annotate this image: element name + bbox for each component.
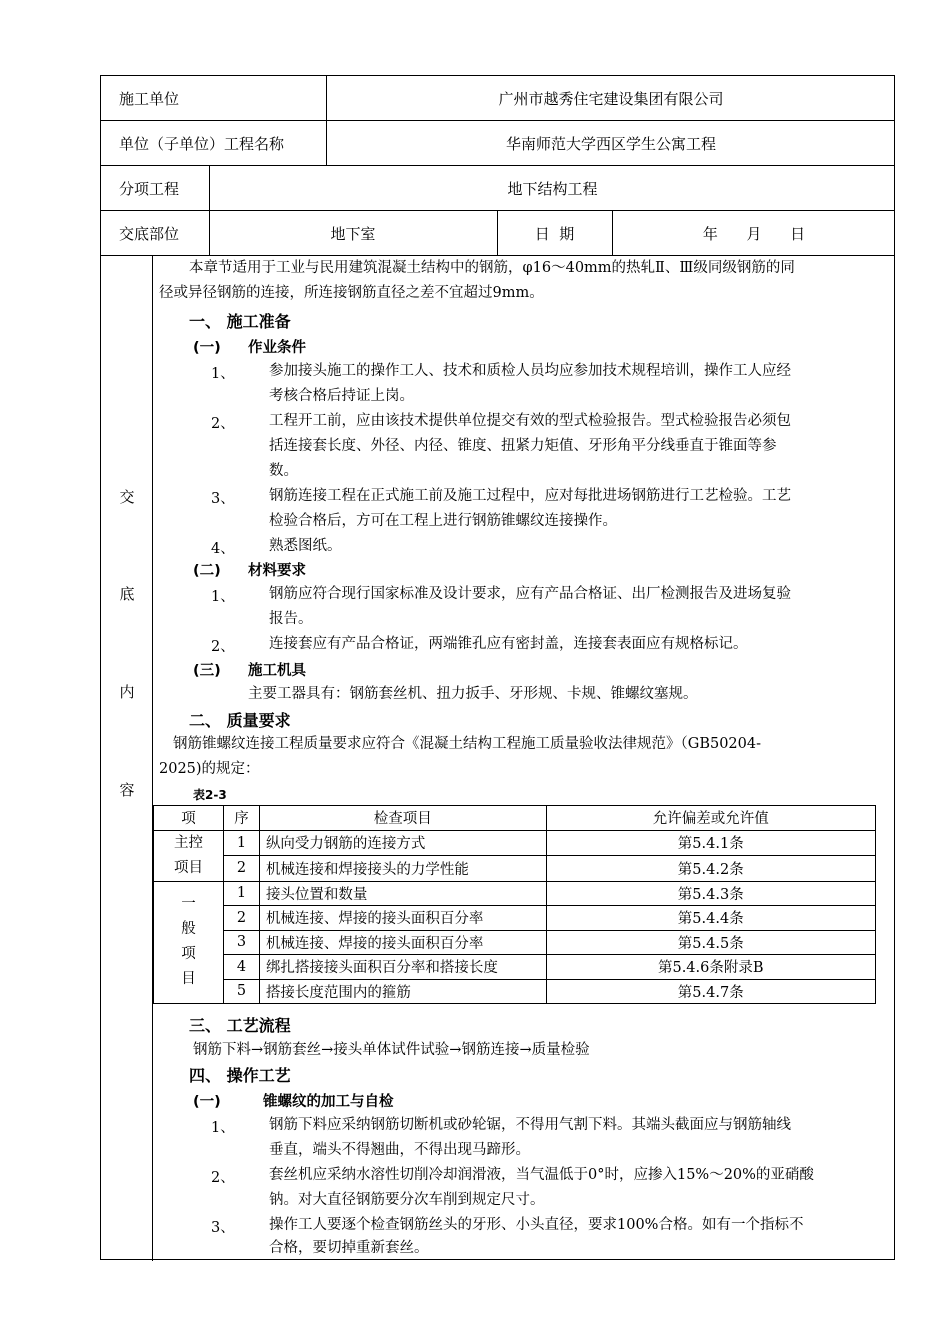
row-item: 接头位置和数量: [259, 881, 546, 906]
item-line: 括连接套长度、外径、内径、锥度、扭紧力矩值、牙形角平分线垂直于锥面等参: [269, 438, 777, 454]
item-num: 3、: [211, 1220, 235, 1236]
item-num: 2、: [211, 1170, 235, 1186]
unit-label: 施工单位: [119, 89, 180, 108]
item-line: 钢筋应符合现行国家标准及设计要求，应有产品合格证、出厂检测报告及进场复验: [269, 586, 791, 602]
row-item: 纵向受力钢筋的连接方式: [259, 830, 546, 856]
unit-value: 广州市越秀住宅建设集团有限公司: [498, 89, 724, 108]
quality-line: 钢筋锥螺纹连接工程质量要求应符合《混凝土结构工程施工质量验收法律规范》（GB50204-: [173, 736, 762, 752]
item-line: 参加接头施工的操作工人、技术和质检人员均应参加技术规程培训，操作工人应经: [269, 363, 791, 379]
item-line: 合格，要切掉重新套丝。: [269, 1240, 429, 1256]
sub-value: 地下结构工程: [507, 179, 598, 198]
intro-line: 本章节适用于工业与民用建筑混凝土结构中的钢筋，φ16～40mm的热轧Ⅱ、Ⅲ级同级钢筋的同: [189, 260, 795, 276]
subsection-num: (二): [193, 563, 221, 579]
item-line: 套丝机应采纳水溶性切削冷却润滑液，当气温低于0°时，应掺入15%～20%的亚硝酸: [269, 1167, 814, 1183]
row-value: 第5.4.4条: [546, 906, 876, 931]
table-header-row: [154, 806, 876, 831]
flow-line: 钢筋下料→钢筋套丝→接头单体试件试验→钢筋连接→质量检验: [193, 1042, 590, 1058]
item-num: 4、: [211, 541, 235, 557]
item-line: 考核合格后持证上岗。: [269, 388, 414, 404]
row-seq: 1: [223, 881, 259, 906]
group-general: 一般项目: [154, 881, 224, 1004]
row-seq: 5: [223, 979, 259, 1004]
item-line: 操作工人要逐个检查钢筋丝头的牙形、小头直径，要求100%合格。如有一个指标不: [269, 1217, 804, 1233]
date-value: 年 月 日: [702, 224, 806, 243]
row-seq: 2: [223, 906, 259, 931]
row-seq: 2: [223, 856, 259, 882]
side-char: 内: [119, 683, 135, 701]
row-value: 第5.4.1条: [546, 830, 876, 856]
section-title: 三、 工艺流程: [189, 1016, 291, 1035]
table-row: [154, 856, 876, 882]
tools-line: 主要工器具有：钢筋套丝机、扭力扳手、牙形规、卡规、锥螺纹塞规。: [248, 686, 698, 702]
part-value: 地下室: [330, 224, 376, 243]
side-char: 容: [119, 781, 135, 799]
row-value: 第5.4.5条: [546, 930, 876, 955]
date-label: 日 期: [534, 224, 575, 243]
table-row: [154, 830, 876, 856]
content-area: [153, 256, 895, 1261]
col-header: 允许偏差或允许值: [546, 806, 876, 831]
table-row: [154, 881, 876, 906]
subsection-num: (一): [193, 340, 221, 356]
row-value: 第5.4.3条: [546, 881, 876, 906]
table-row: [154, 906, 876, 931]
table-row: [154, 955, 876, 980]
item-line: 报告。: [269, 611, 313, 627]
subsection-title: 锥螺纹的加工与自检: [263, 1094, 394, 1110]
side-char: 交: [119, 488, 135, 506]
item-line: 工程开工前，应由该技术提供单位提交有效的型式检验报告。型式检验报告必须包: [269, 413, 791, 429]
col-header: 序: [223, 806, 259, 831]
sub-label: 分项工程: [119, 179, 180, 198]
project-label: 单位（子单位）工程名称: [119, 134, 285, 153]
item-num: 1、: [211, 366, 235, 382]
item-num: 1、: [211, 1120, 235, 1136]
item-line: 连接套应有产品合格证，两端锥孔应有密封盖，连接套表面应有规格标记。: [269, 636, 748, 652]
item-num: 3、: [211, 491, 235, 507]
side-char: 底: [119, 585, 135, 603]
col-header: 项: [154, 806, 224, 831]
header-row-unit: [101, 76, 894, 121]
header-row-part: [101, 211, 894, 256]
section-title: 四、 操作工艺: [189, 1066, 291, 1085]
table-row: [154, 930, 876, 955]
disclosure-form: [100, 75, 895, 1260]
row-item: 机械连接、焊接的接头面积百分率: [259, 906, 546, 931]
item-num: 2、: [211, 639, 235, 655]
item-num: 2、: [211, 416, 235, 432]
quality-table: [153, 805, 876, 1004]
item-line: 数。: [269, 463, 298, 479]
row-seq: 3: [223, 930, 259, 955]
item-line: 钢筋下料应采纳钢筋切断机或砂轮锯，不得用气割下料。其端头截面应与钢筋轴线: [269, 1117, 791, 1133]
row-item: 绑扎搭接接头面积百分率和搭接长度: [259, 955, 546, 980]
item-num: 1、: [211, 589, 235, 605]
header-row-project: [101, 121, 894, 166]
row-seq: 4: [223, 955, 259, 980]
row-value: 第5.4.7条: [546, 979, 876, 1004]
table-caption: 表2-3: [193, 788, 227, 802]
subsection-num: (一): [193, 1094, 221, 1110]
subsection-title: 材料要求: [248, 563, 306, 579]
subsection-num: (三): [193, 663, 221, 679]
intro-line: 径或异径钢筋的连接，所连接钢筋直径之差不宜超过9mm。: [159, 285, 544, 301]
header-row-sub: [101, 166, 894, 211]
row-seq: 1: [223, 830, 259, 856]
project-value: 华南师范大学西区学生公寓工程: [505, 134, 716, 153]
item-line: 垂直，端头不得翘曲，不得出现马蹄形。: [269, 1142, 530, 1158]
part-label: 交底部位: [119, 224, 180, 243]
subsection-title: 作业条件: [248, 340, 306, 356]
section-title: 二、 质量要求: [189, 711, 291, 730]
quality-line: 2025)的规定：: [159, 761, 260, 777]
row-item: 搭接长度范围内的箍筋: [259, 979, 546, 1004]
section-title: 一、 施工准备: [189, 312, 291, 331]
col-header: 检查项目: [259, 806, 546, 831]
content-side-label: [101, 256, 153, 1261]
row-item: 机械连接、焊接的接头面积百分率: [259, 930, 546, 955]
item-line: 检验合格后，方可在工程上进行钢筋锥螺纹连接操作。: [269, 513, 617, 529]
item-line: 熟悉图纸。: [269, 538, 342, 554]
row-item: 机械连接和焊接接头的力学性能: [259, 856, 546, 882]
item-line: 钠。对大直径钢筋要分次车削到规定尺寸。: [269, 1192, 545, 1208]
row-value: 第5.4.6条附录B: [546, 955, 876, 980]
item-line: 钢筋连接工程在正式施工前及施工过程中，应对每批进场钢筋进行工艺检验。工艺: [269, 488, 791, 504]
row-value: 第5.4.2条: [546, 856, 876, 882]
group-main-control: 主控项目: [154, 830, 224, 881]
subsection-title: 施工机具: [248, 663, 306, 679]
table-row: [154, 979, 876, 1004]
